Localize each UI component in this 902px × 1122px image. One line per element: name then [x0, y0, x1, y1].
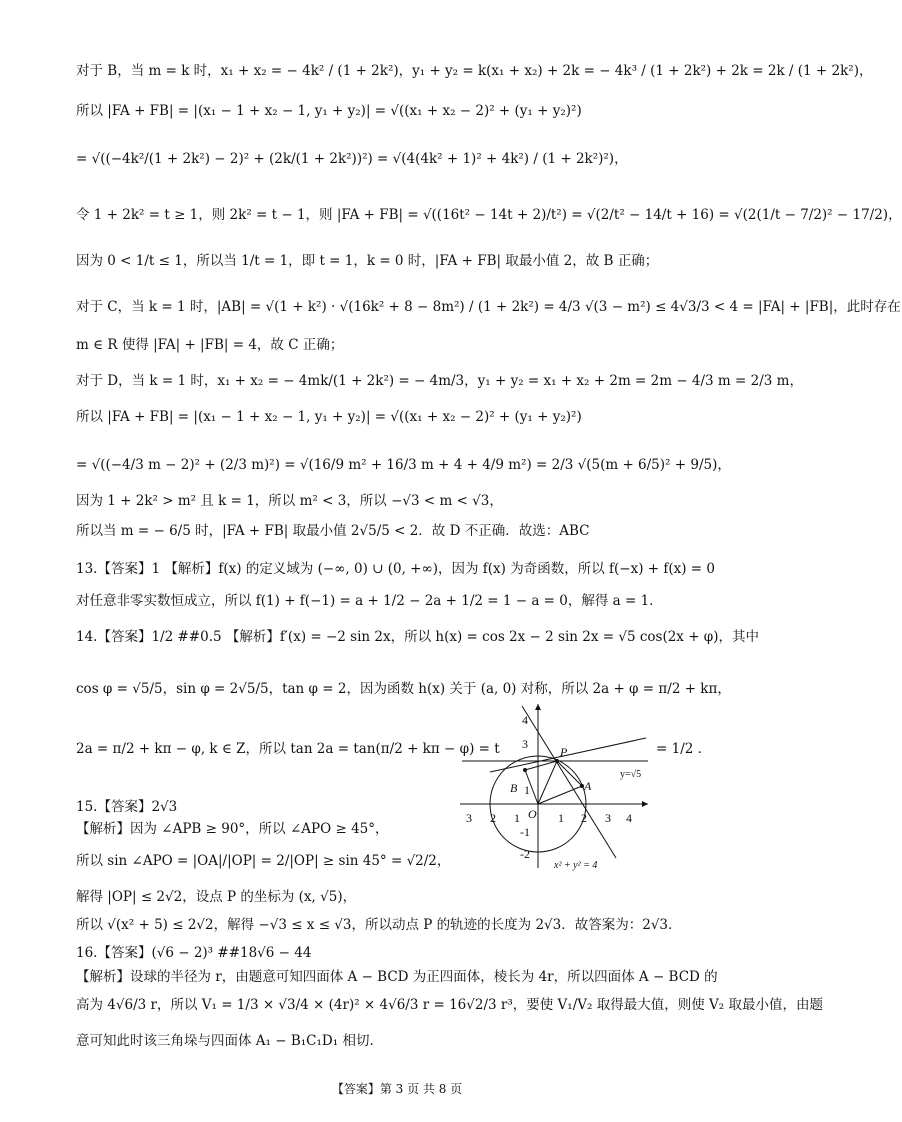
solution-line-8: 对于 D，当 k = 1 时，x₁ + x₂ = − 4mk/(1 + 2k²) = − 4m/3，y₁ + y₂ = x₁ + x₂ + 2m = 2m − 4/3 m = 2/3 m，	[76, 373, 803, 389]
x-tick-label: 4	[626, 811, 632, 825]
solution-line-24: 【解析】设球的半径为 r，由题意可知四面体 A − BCD 为正四面体，棱长为 4r，所以四面体 A − BCD 的	[76, 969, 718, 985]
cut-off-tail: = 1/2 ．	[656, 741, 712, 757]
x-tick-label: 3	[466, 811, 472, 825]
y-tick-label: 1	[524, 783, 530, 797]
solution-line-1: 对于 B，当 m = k 时，x₁ + x₂ = − 4k² / (1 + 2k²)，y₁ + y₂ = k(x₁ + x₂) + 2k = − 4k³ / (1 + 2k²) + 2k = 2k / (1 + 2k²)，	[76, 63, 873, 79]
solution-line-15: 14.【答案】1/2 ##0.5 【解析】f′(x) = −2 sin 2x，所以 h(x) = cos 2x − 2 sin 2x = √5 cos(2x + φ)，其中	[76, 629, 760, 645]
segment-PB	[525, 761, 557, 770]
solution-line-22: 所以 √(x² + 5) ≤ 2√2，解得 −√3 ≤ x ≤ √3，所以动点 P 的轨迹的长度为 2√3．故答案为：2√3．	[76, 917, 682, 933]
solution-line-18: 15.【答案】2√3	[76, 799, 178, 815]
solution-line-10: = √((−4/3 m − 2)² + (2/3 m)²) = √(16/9 m² + 16/3 m + 4 + 4/9 m²) = 2/3 √(5(m + 6/5)² + 9/5)，	[76, 457, 731, 473]
solution-line-16: cos φ = √5/5，sin φ = 2√5/5，tan φ = 2，因为函数 h(x) 关于 (a, 0) 对称，所以 2a + φ = π/2 + kπ，	[76, 681, 731, 697]
tangent-line-steep	[522, 706, 616, 858]
solution-line-17: 2a = π/2 + kπ − φ, k ∈ Z，所以 tan 2a = tan(π/2 + kπ − φ) = t	[76, 741, 500, 757]
point-B	[523, 768, 527, 772]
solution-line-25: 高为 4√6/3 r，所以 V₁ = 1/3 × √3/4 × (4r)² × 4√6/3 r = 16√2/3 r³，要使 V₁/V₂ 取得最大值，则使 V₂ 取最小值，由题	[76, 997, 823, 1013]
solution-line-6: 对于 C，当 k = 1 时，|AB| = √(1 + k²) · √(16k² + 8 − 8m²) / (1 + 2k²) = 4/3 √(3 − m²) ≤ 4√3/3 < 4 = |FA| + |FB|，此时存在	[76, 299, 901, 315]
x-tick-label: O	[528, 807, 537, 821]
point-P	[555, 759, 559, 763]
x-tick-label: 2	[581, 811, 587, 825]
label-circle: x² + y² = 4	[554, 860, 598, 871]
solution-line-23: 16.【答案】(√6 − 2)³ ##18√6 − 44	[76, 945, 312, 961]
solution-line-9: 所以 |FA + FB| = |(x₁ − 1 + x₂ − 1, y₁ + y₂)| = √((x₁ + x₂ − 2)² + (y₁ + y₂)²)	[76, 409, 582, 425]
solution-line-13: 13.【答案】1 【解析】f(x) 的定义域为 (−∞, 0) ∪ (0, +∞)，因为 f(x) 为奇函数，所以 f(−x) + f(x) = 0	[76, 561, 715, 577]
y-tick-label: -2	[520, 847, 530, 861]
solution-line-7: m ∈ R 使得 |FA| + |FB| = 4，故 C 正确；	[76, 337, 344, 353]
solution-line-26: 意可知此时该三角垛与四面体 A₁ − B₁C₁D₁ 相切．	[76, 1033, 383, 1049]
x-tick-label: 2	[490, 811, 496, 825]
solution-line-4: 令 1 + 2k² = t ≥ 1，则 2k² = t − 1，则 |FA + FB| = √((16t² − 14t + 2)/t²) = √(2/t² − 14/t + 16) = √(2(1/t − 7/2)² − 17/2)，	[76, 207, 902, 223]
solution-line-14: 对任意非零实数恒成立，所以 f(1) + f(−1) = a + 1/2 − 2a + 1/2 = 1 − a = 0，解得 a = 1．	[76, 593, 663, 609]
x-tick-label: 1	[514, 811, 520, 825]
label-B: B	[510, 781, 518, 795]
circle-line-figure	[460, 702, 650, 870]
solution-line-20: 所以 sin ∠APO = |OA|/|OP| = 2/|OP| ≥ sin 45° = √2/2，	[76, 853, 451, 869]
solution-line-2: 所以 |FA + FB| = |(x₁ − 1 + x₂ − 1, y₁ + y₂)| = √((x₁ + x₂ − 2)² + (y₁ + y₂)²)	[76, 103, 582, 119]
x-tick-label: 1	[558, 811, 564, 825]
y-tick-label: 3	[522, 737, 528, 751]
y-tick-label: -1	[520, 825, 530, 839]
solution-line-19: 【解析】因为 ∠APB ≥ 90°，所以 ∠APO ≥ 45°，	[76, 821, 389, 837]
y-axis-arrow	[535, 704, 541, 710]
x-tick-label: 3	[605, 811, 611, 825]
label-line: y=√5	[620, 769, 642, 780]
y-tick-label: 4	[522, 713, 528, 727]
label-P: P	[560, 745, 568, 759]
label-A: A	[584, 779, 592, 793]
solution-line-21: 解得 |OP| ≤ 2√2，设点 P 的坐标为 (x, √5)，	[76, 889, 357, 905]
solution-line-11: 因为 1 + 2k² > m² 且 k = 1，所以 m² < 3，所以 −√3 < m < √3，	[76, 493, 503, 509]
page-footer: 【答案】第 3 页 共 8 页	[331, 1082, 463, 1096]
solution-line-3: = √((−4k²/(1 + 2k²) − 2)² + (2k/(1 + 2k²))²) = √(4(4k² + 1)² + 4k²) / (1 + 2k²)²)，	[76, 151, 628, 167]
x-axis-arrow	[642, 801, 648, 807]
solution-line-12: 所以当 m = − 6/5 时，|FA + FB| 取最小值 2√5/5 < 2．故 D 不正确．故选：ABC	[76, 523, 590, 539]
solution-line-5: 因为 0 < 1/t ≤ 1，所以当 1/t = 1，即 t = 1，k = 0 时，|FA + FB| 取最小值 2，故 B 正确；	[76, 253, 659, 269]
